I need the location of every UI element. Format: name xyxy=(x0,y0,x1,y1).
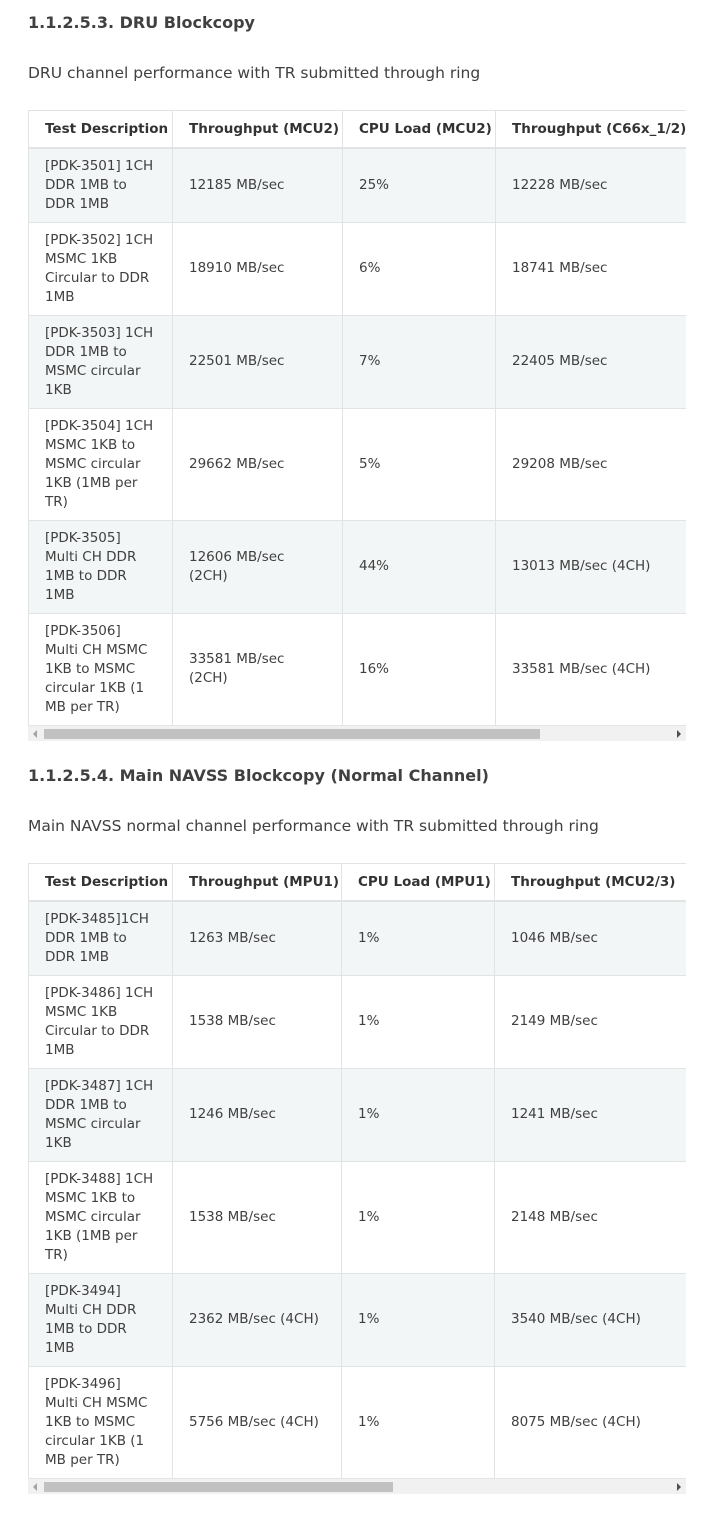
column-header: CPU Load (MCU2) xyxy=(343,111,496,149)
table-cell: 1% xyxy=(342,1161,495,1273)
section-description: Main NAVSS normal channel performance with TR submitted through ring xyxy=(28,817,599,835)
table-cell: 12185 MB/sec xyxy=(173,148,343,222)
table-cell: 29662 MB/sec xyxy=(173,408,343,520)
table-cell: 2362 MB/sec (4CH) xyxy=(173,1273,342,1366)
table-cell: [PDK-3488] 1CH MSMC 1KB to MSMC circular 1KB (1MB per TR) xyxy=(29,1161,173,1273)
section-description: DRU channel performance with TR submitted through ring xyxy=(28,64,481,82)
table-cell: 22405 MB/sec xyxy=(496,315,687,408)
section-title: 1.1.2.5.4. Main NAVSS Blockcopy (Normal Channel) xyxy=(28,766,489,785)
table-cell: [PDK-3506] Multi CH MSMC 1KB to MSMC circular 1KB (1 MB per TR) xyxy=(29,613,173,725)
table-cell: [PDK-3494] Multi CH DDR 1MB to DDR 1MB xyxy=(29,1273,173,1366)
table-cell: [PDK-3501] 1CH DDR 1MB to DDR 1MB xyxy=(29,148,173,222)
table-cell: [PDK-3503] 1CH DDR 1MB to MSMC circular 1KB xyxy=(29,315,173,408)
scroll-right-arrow-icon[interactable] xyxy=(677,1483,681,1491)
column-header: Throughput (MPU1) xyxy=(173,864,342,902)
scroll-left-arrow-icon[interactable] xyxy=(33,730,37,738)
column-header: CPU Load (MPU1) xyxy=(342,864,495,902)
section-title: 1.1.2.5.3. DRU Blockcopy xyxy=(28,13,255,32)
column-header: Throughput (MCU2/3) xyxy=(495,864,687,902)
table-cell: 1046 MB/sec xyxy=(495,901,687,975)
table-header-row xyxy=(29,111,687,149)
table-cell: 1% xyxy=(342,1068,495,1161)
table-cell: 18741 MB/sec xyxy=(496,222,687,315)
table-cell: 13013 MB/sec (4CH) xyxy=(496,520,687,613)
performance-table xyxy=(28,110,686,725)
section-dru-blockcopy xyxy=(28,12,686,715)
performance-table-container[interactable] xyxy=(28,863,686,1478)
section-main-navss-blockcopy xyxy=(28,765,686,1468)
table-cell: 33581 MB/sec (4CH) xyxy=(496,613,687,725)
table-cell: 1% xyxy=(342,901,495,975)
table-cell: 1% xyxy=(342,1366,495,1478)
table-row xyxy=(29,1366,687,1478)
table-row xyxy=(29,1068,687,1161)
table-row xyxy=(29,1161,687,1273)
table-cell: [PDK-3486] 1CH MSMC 1KB Circular to DDR 1MB xyxy=(29,975,173,1068)
table-cell: 33581 MB/sec (2CH) xyxy=(173,613,343,725)
table-cell: 2149 MB/sec xyxy=(495,975,687,1068)
table-cell: 3540 MB/sec (4CH) xyxy=(495,1273,687,1366)
table-row xyxy=(29,613,687,725)
table-cell: [PDK-3504] 1CH MSMC 1KB to MSMC circular 1KB (1MB per TR) xyxy=(29,408,173,520)
table-cell: 25% xyxy=(343,148,496,222)
table-cell: 1538 MB/sec xyxy=(173,1161,342,1273)
table-cell: 12606 MB/sec (2CH) xyxy=(173,520,343,613)
table-cell: 8075 MB/sec (4CH) xyxy=(495,1366,687,1478)
scroll-right-arrow-icon[interactable] xyxy=(677,730,681,738)
column-header: Throughput (C66x_1/2) xyxy=(496,111,687,149)
table-cell: 1246 MB/sec xyxy=(173,1068,342,1161)
table-cell: [PDK-3502] 1CH MSMC 1KB Circular to DDR 1MB xyxy=(29,222,173,315)
table-row xyxy=(29,901,687,975)
horizontal-scrollbar[interactable] xyxy=(28,725,686,741)
table-cell: 1263 MB/sec xyxy=(173,901,342,975)
table-row xyxy=(29,408,687,520)
scrollbar-thumb[interactable] xyxy=(44,1482,393,1492)
table-cell: 5756 MB/sec (4CH) xyxy=(173,1366,342,1478)
table-cell: 1241 MB/sec xyxy=(495,1068,687,1161)
table-cell: 29208 MB/sec xyxy=(496,408,687,520)
table-cell: 1538 MB/sec xyxy=(173,975,342,1068)
scroll-left-arrow-icon[interactable] xyxy=(33,1483,37,1491)
column-header: Throughput (MCU2) xyxy=(173,111,343,149)
table-row xyxy=(29,222,687,315)
table-cell: 1% xyxy=(342,975,495,1068)
table-cell: 2148 MB/sec xyxy=(495,1161,687,1273)
table-row xyxy=(29,520,687,613)
performance-table-container[interactable] xyxy=(28,110,686,725)
table-cell: 16% xyxy=(343,613,496,725)
table-cell: 44% xyxy=(343,520,496,613)
horizontal-scrollbar[interactable] xyxy=(28,1478,686,1494)
table-header-row xyxy=(29,864,687,902)
table-cell: 22501 MB/sec xyxy=(173,315,343,408)
table-cell: 5% xyxy=(343,408,496,520)
table-cell: [PDK-3496] Multi CH MSMC 1KB to MSMC circular 1KB (1 MB per TR) xyxy=(29,1366,173,1478)
scrollbar-thumb[interactable] xyxy=(44,729,540,739)
table-cell: 12228 MB/sec xyxy=(496,148,687,222)
column-header: Test Description xyxy=(29,864,173,902)
column-header: Test Description xyxy=(29,111,173,149)
table-row xyxy=(29,148,687,222)
table-cell: 7% xyxy=(343,315,496,408)
table-cell: 1% xyxy=(342,1273,495,1366)
performance-table xyxy=(28,863,686,1478)
table-cell: [PDK-3487] 1CH DDR 1MB to MSMC circular 1KB xyxy=(29,1068,173,1161)
table-row xyxy=(29,315,687,408)
table-cell: 18910 MB/sec xyxy=(173,222,343,315)
table-cell: [PDK-3505] Multi CH DDR 1MB to DDR 1MB xyxy=(29,520,173,613)
table-row xyxy=(29,1273,687,1366)
table-row xyxy=(29,975,687,1068)
table-cell: [PDK-3485]1CH DDR 1MB to DDR 1MB xyxy=(29,901,173,975)
table-cell: 6% xyxy=(343,222,496,315)
